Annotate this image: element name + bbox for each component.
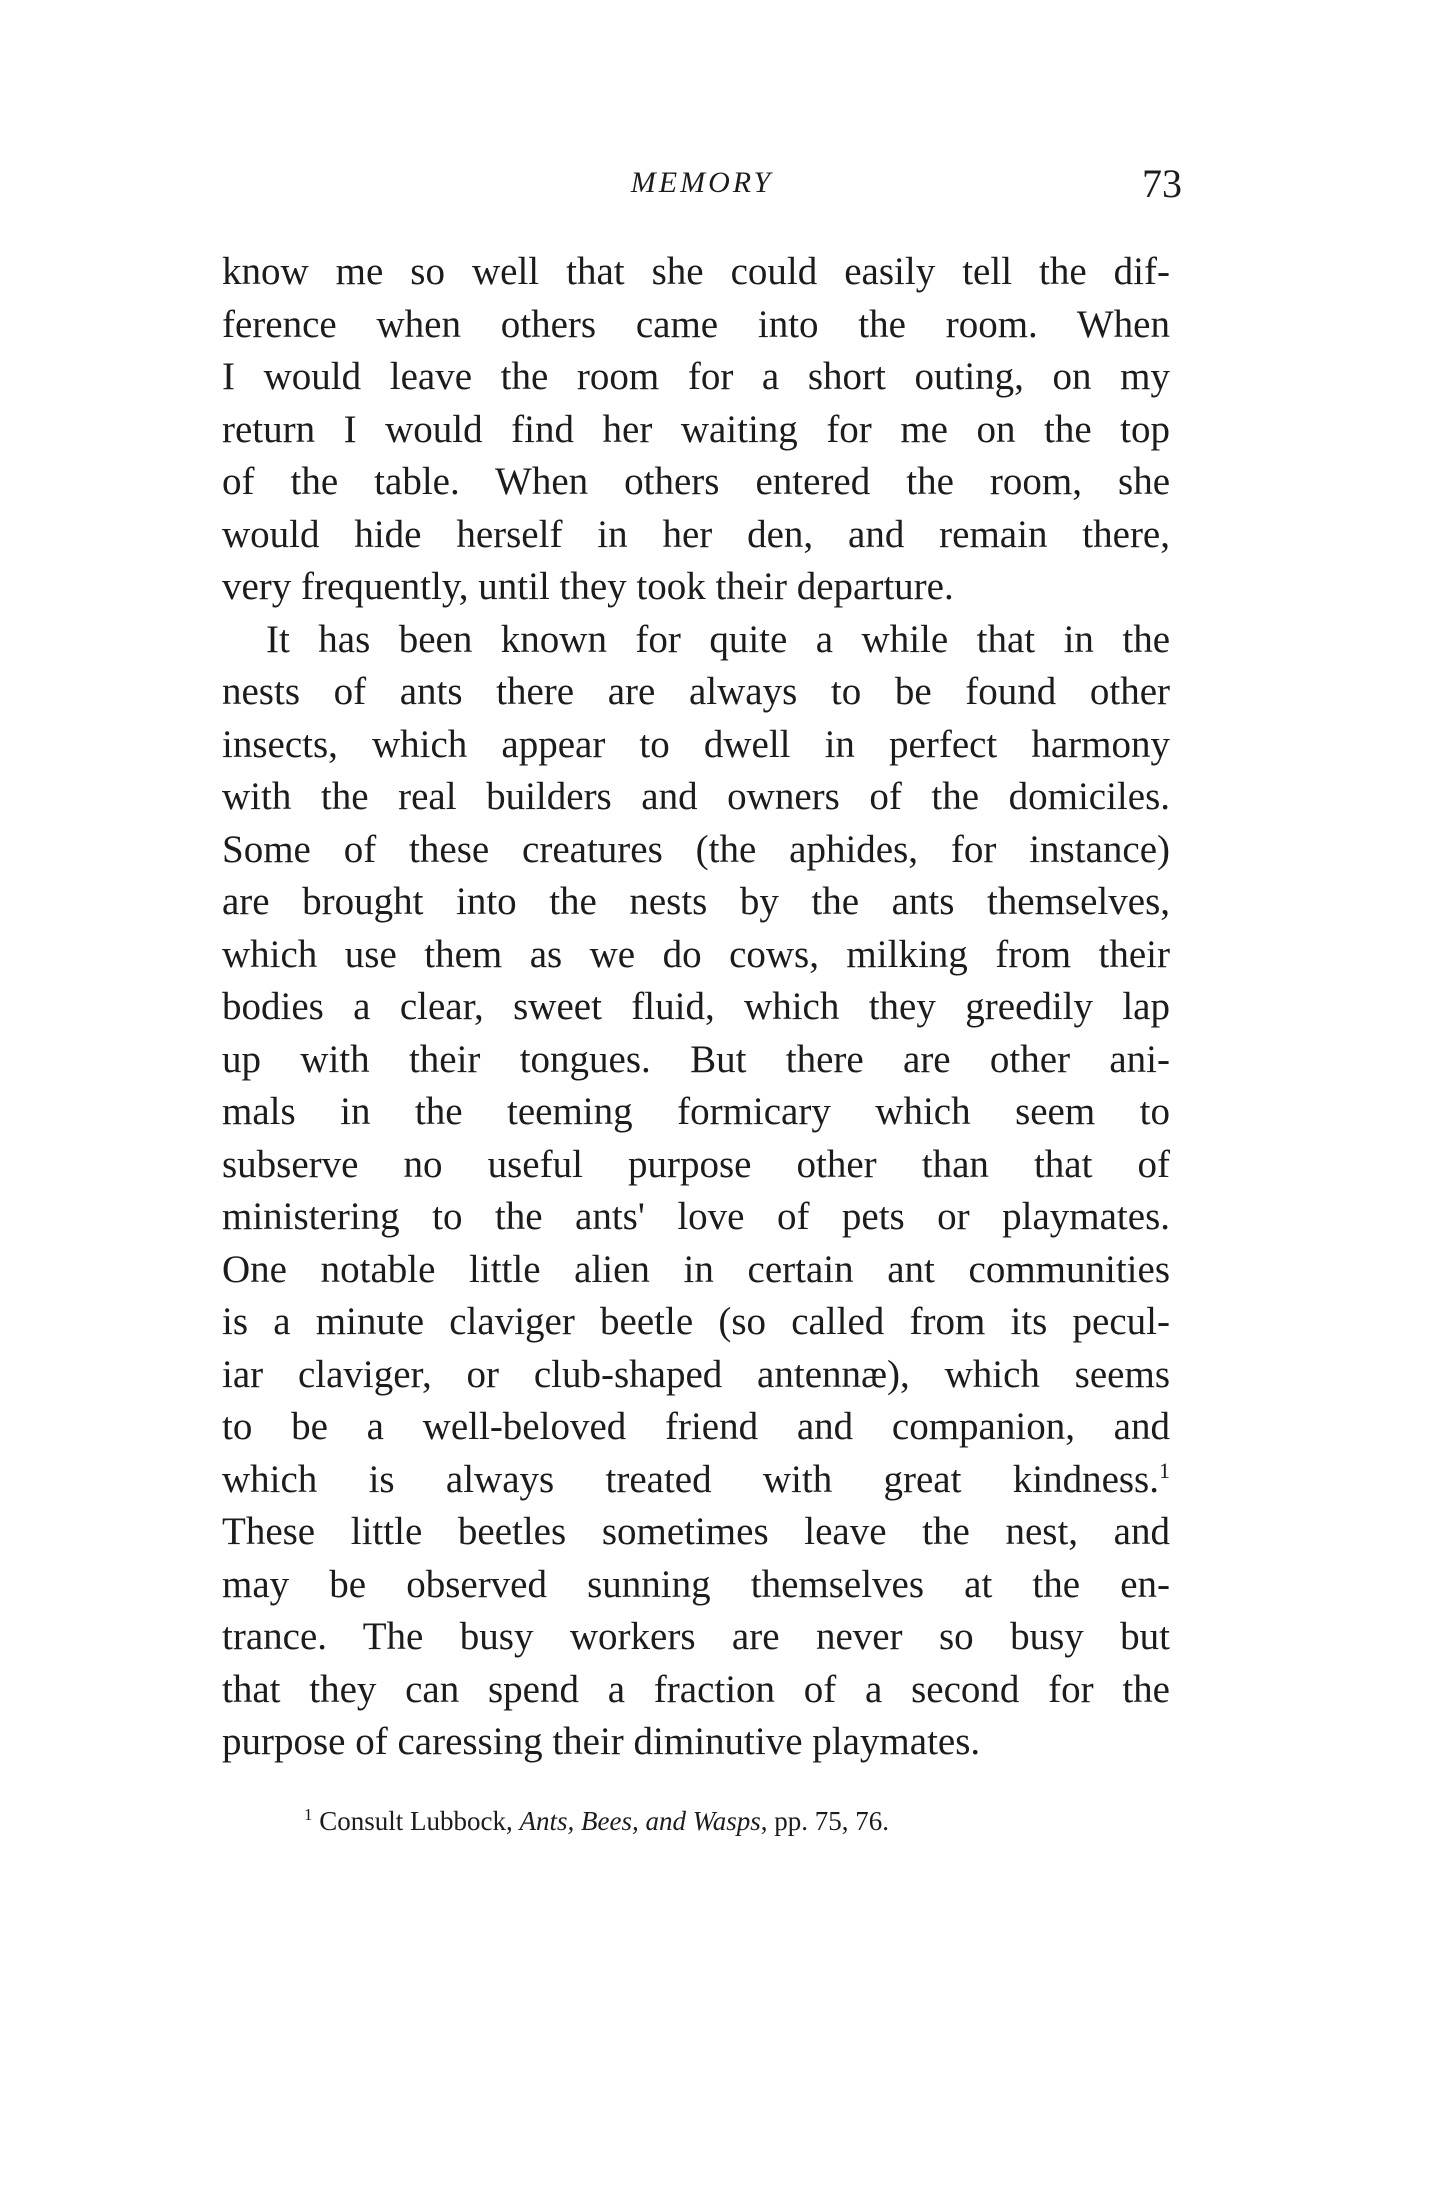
text-line-with-footnote (222, 1454, 1170, 1507)
text-line: to be a well-beloved friend and companion, and (222, 1405, 1170, 1448)
text-line: bodies a clear, sweet fluid, which they greedily lap (222, 985, 1170, 1028)
text-line: Some of these creatures (the aphides, for instance) (222, 827, 1170, 871)
text-line: These little beetles sometimes leave the nest, and (222, 1510, 1170, 1553)
text-line: trance. The busy workers are never so busy but (222, 1615, 1170, 1658)
page-number: 73 (1142, 161, 1182, 206)
text-line: ference when others came into the room. When (222, 302, 1170, 346)
footnote-prefix: Consult Lubbock, (319, 1806, 513, 1836)
body-text (222, 246, 1170, 1769)
text-line: know me so well that she could easily tell the dif- (222, 250, 1170, 293)
line-text: which is always treated with great kindness. (222, 1457, 1159, 1501)
text-line: subserve no useful purpose other than that of (222, 1142, 1170, 1186)
text-line: up with their tongues. But there are other ani- (222, 1037, 1170, 1081)
running-title: MEMORY (630, 166, 774, 199)
footnote (222, 1806, 1170, 1837)
text-line: nests of ants there are always to be found other (222, 670, 1170, 713)
footnote-marker: 1 (304, 1805, 313, 1824)
running-head (222, 160, 1182, 220)
text-line: is a minute claviger beetle (so called from its pecul- (222, 1300, 1170, 1343)
text-line: are brought into the nests by the ants themselves, (222, 880, 1170, 923)
text-line: I would leave the room for a short outing, on my (222, 355, 1170, 398)
text-line: that they can spend a fraction of a second for the (222, 1667, 1170, 1711)
text-line: which use them as we do cows, milking from their (222, 932, 1170, 976)
text-line: return I would find her waiting for me on the top (222, 407, 1170, 451)
footnote-reference: 1 (1159, 1457, 1170, 1483)
text-line: ministering to the ants' love of pets or playmates. (222, 1195, 1170, 1238)
footnote-suffix: , pp. 75, 76. (760, 1806, 889, 1836)
text-line: One notable little alien in certain ant communities (222, 1247, 1170, 1291)
text-line: very frequently, until they took their departure. (222, 565, 954, 608)
text-line: of the table. When others entered the room, she (222, 460, 1170, 503)
text-line: purpose of caressing their diminutive playmates. (222, 1720, 981, 1763)
footnote-title: Ants, Bees, and Wasps (519, 1806, 761, 1836)
text-line: mals in the teeming formicary which seem to (222, 1090, 1170, 1133)
text-line: with the real builders and owners of the domiciles. (222, 775, 1170, 818)
text-line: It has been known for quite a while that in the (266, 617, 1170, 661)
text-line: iar claviger, or club-shaped antennæ), which seems (222, 1352, 1170, 1396)
text-line: may be observed sunning themselves at the en- (222, 1562, 1170, 1606)
text-line: insects, which appear to dwell in perfect harmony (222, 722, 1170, 766)
text-line: would hide herself in her den, and remain there, (222, 512, 1170, 556)
